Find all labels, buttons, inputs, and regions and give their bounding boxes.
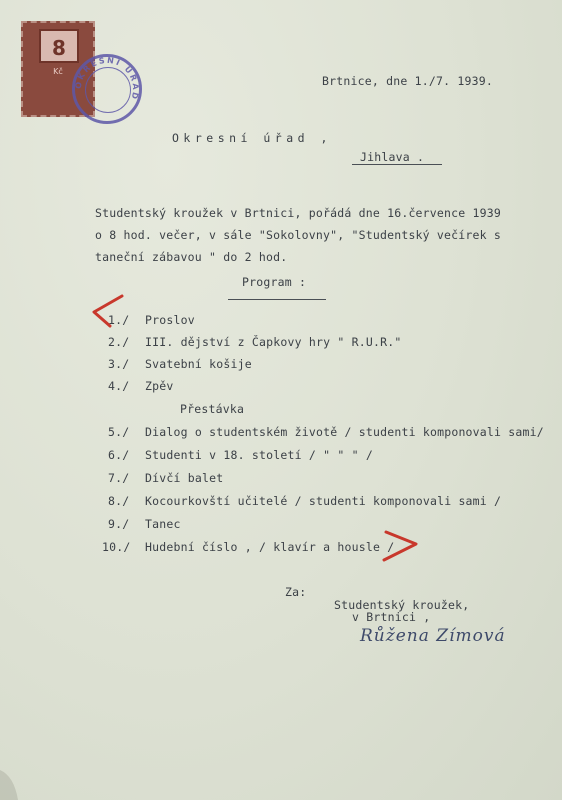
program-item-2-num: 2./ — [108, 335, 130, 349]
program-item-1-text: Proslov — [145, 313, 195, 327]
recipient-city: Jihlava . — [360, 150, 425, 164]
program-item-7-text: Dívčí balet — [145, 471, 224, 485]
closing-line-2: v Brtnici , — [352, 610, 431, 624]
stamp-unit: Kč — [53, 67, 63, 76]
program-item-1-num: 1./ — [108, 313, 130, 327]
office-seal — [72, 54, 142, 124]
stamp-value: 8 — [39, 29, 79, 63]
program-item-5-text: Dialog o studentském životě / studenti komponovali sami/ — [145, 425, 544, 439]
seal-text-ring — [72, 54, 142, 124]
program-item-7-num: 7./ — [108, 471, 130, 485]
date-line: Brtnice, dne 1./7. 1939. — [322, 74, 493, 88]
closing-line-1: Studentský kroužek, — [334, 598, 470, 612]
program-intermission: Přestávka — [180, 402, 245, 416]
handwritten-signature: Růžena Zímová — [360, 626, 506, 646]
body-line-1: Studentský kroužek v Brtnici, pořádá dne 16.července 1939 — [95, 206, 502, 220]
program-item-9-text: Tanec — [145, 517, 181, 531]
closing-za: Za: — [285, 585, 307, 599]
city-underline — [352, 164, 442, 165]
seal-text: OKRESNÍ ÚŘAD — [73, 55, 141, 102]
red-check-mark-right — [378, 528, 422, 564]
program-item-6-text: Studenti v 18. století / " " " / — [145, 448, 373, 462]
program-item-6-num: 6./ — [108, 448, 130, 462]
body-line-3: taneční zábavou " do 2 hod. — [95, 250, 288, 264]
program-item-10-text: Hudební číslo , / klavír a housle / — [145, 540, 395, 554]
program-item-3-text: Svatební košije — [145, 357, 252, 371]
paper-corner-wear — [0, 760, 30, 800]
program-item-8-num: 8./ — [108, 494, 130, 508]
svg-text:OKRESNÍ ÚŘAD — [74, 56, 141, 102]
program-item-2-text: III. dějství z Čapkovy hry " R.U.R." — [145, 335, 402, 349]
program-item-9-num: 9./ — [108, 517, 130, 531]
program-item-4-text: Zpěv — [145, 379, 174, 393]
red-check-mark-left — [88, 292, 128, 332]
program-title: Program : — [242, 275, 307, 289]
program-title-underline — [228, 299, 326, 300]
program-item-10-num: 10./ — [102, 540, 131, 554]
program-item-5-num: 5./ — [108, 425, 130, 439]
program-item-8-text: Kocourkovští učitelé / studenti komponovali sami / — [145, 494, 502, 508]
program-item-4-num: 4./ — [108, 379, 130, 393]
body-line-2: o 8 hod. večer, v sále "Sokolovny", "Studentský večírek s — [95, 228, 502, 242]
recipient-office: Okresní úřad , — [172, 131, 332, 145]
program-item-3-num: 3./ — [108, 357, 130, 371]
